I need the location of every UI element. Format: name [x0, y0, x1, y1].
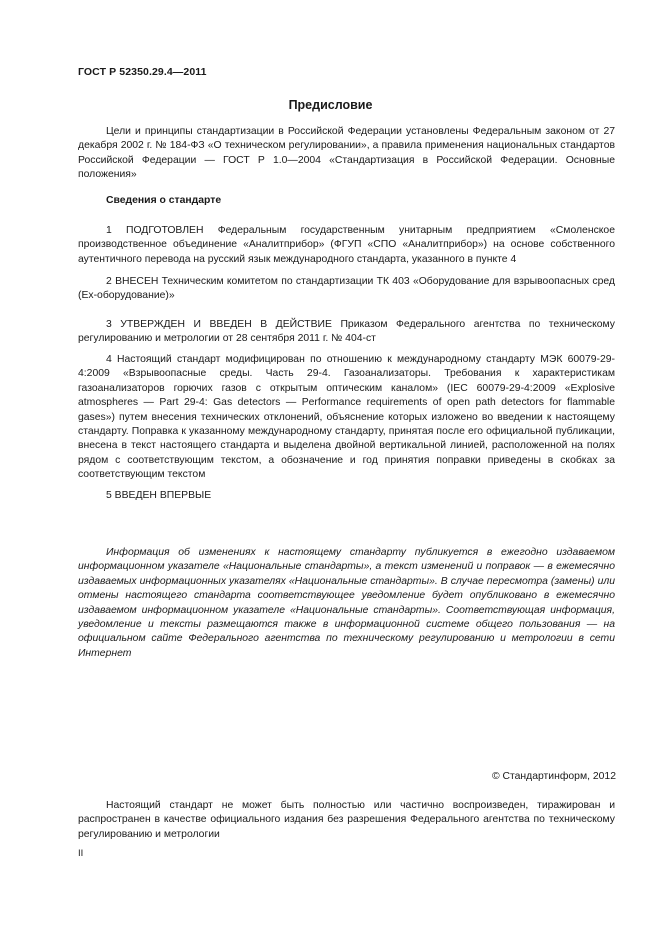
- reproduction-notice: [78, 799, 615, 842]
- standard-info-item-4: [78, 353, 615, 483]
- standard-info-item-2-text: 2 ВНЕСЕН Техническим комитетом по стандартизации ТК 403 «Оборудование для взрывоопасных сред (Ех-оборудование)»: [78, 276, 615, 302]
- standard-info-item-1-text: 1 ПОДГОТОВЛЕН Федеральным государственным унитарным предприятием «Смоленское производственное объединение «Аналитприбор» (ФГУП «СПО «Аналитприбор») на основе собственного аутентичного перевода на русский язык международного стандарта, указанного в пункте 4: [78, 225, 615, 265]
- standard-info-item-3-text: 3 УТВЕРЖДЕН И ВВЕДЕН В ДЕЙСТВИЕ Приказом Федерального агентства по техническому регулированию и метрологии от 28 сентября 2011 г. № 404-ст: [78, 319, 615, 345]
- changes-notice-text: Информация об изменениях к настоящему стандарту публикуется в ежегодно издаваемом информационном указателе «Национальные стандарты», а текст изменений и поправок — в ежемесячно издаваемых информационных указателях «Национальные стандарты». В случае пересмотра (замены) или отмены настоящего стандарта соответствующее уведомление будет опубликовано в ежемесячно издаваемом информационном указателе «Национальные стандарты». Соответствующая информация, уведомление и тексты размещаются также в информационной системе общего пользования — на официальном сайте Федерального агентства по техническому регулированию и метрологии в сети Интернет: [78, 547, 615, 659]
- document-id-header: ГОСТ Р 52350.29.4—2011: [78, 66, 207, 78]
- standard-info-item-1: [78, 224, 615, 267]
- standard-info-heading: Сведения о стандарте: [106, 195, 222, 206]
- page-number: II: [78, 848, 84, 859]
- reproduction-notice-text: Настоящий стандарт не может быть полностью или частично воспроизведен, тиражирован и распространен в качестве официального издания без разрешения Федерального агентства по техническому регулированию и метрологии: [78, 800, 615, 840]
- standard-info-item-5-text: 5 ВВЕДЕН ВПЕРВЫЕ: [106, 490, 212, 501]
- copyright-line: © Стандартинформ, 2012: [491, 771, 616, 782]
- preface-intro-text: Цели и принципы стандартизации в Российской Федерации установлены Федеральным законом от 27 декабря 2002 г. № 184-ФЗ «О техническом регулировании», а правила применения национальных стандартов Российской Федерации — ГОСТ Р 1.0—2004 «Стандартизация в Российской Федерации. Основные положения»: [78, 126, 615, 181]
- preface-intro: [78, 125, 615, 183]
- changes-notice: [78, 546, 615, 661]
- standard-info-item-2: [78, 275, 615, 304]
- preface-title: Предисловие: [288, 98, 373, 112]
- standard-info-item-5: [78, 489, 615, 503]
- standard-info-item-3: [78, 318, 615, 347]
- standard-info-item-4-text: 4 Настоящий стандарт модифицирован по отношению к международному стандарту МЭК 60079-29-4:2009 «Взрывоопасные среды. Часть 29-4. Газоанализаторы. Требования к характеристикам газоанализаторов горючих газов с открытым оптическим каналом» (IEC 60079-29-4:2009 «Explosive atmospheres — Part 29-4: Gas detectors — Performance requirements of open path detectors for flammable gases») путем внесения технических отклонений, объяснение которых изложено во введении к настоящему стандарту. Поправка к указанному международному стандарту, принятая после его официальной публикации, внесена в текст настоящего стандарта и выделена двойной вертикальной линией, расположенной на полях рядом с соответствующим текстом, а обозначение и год принятия поправки приведены в скобках за соответствующим текстом: [78, 354, 615, 481]
